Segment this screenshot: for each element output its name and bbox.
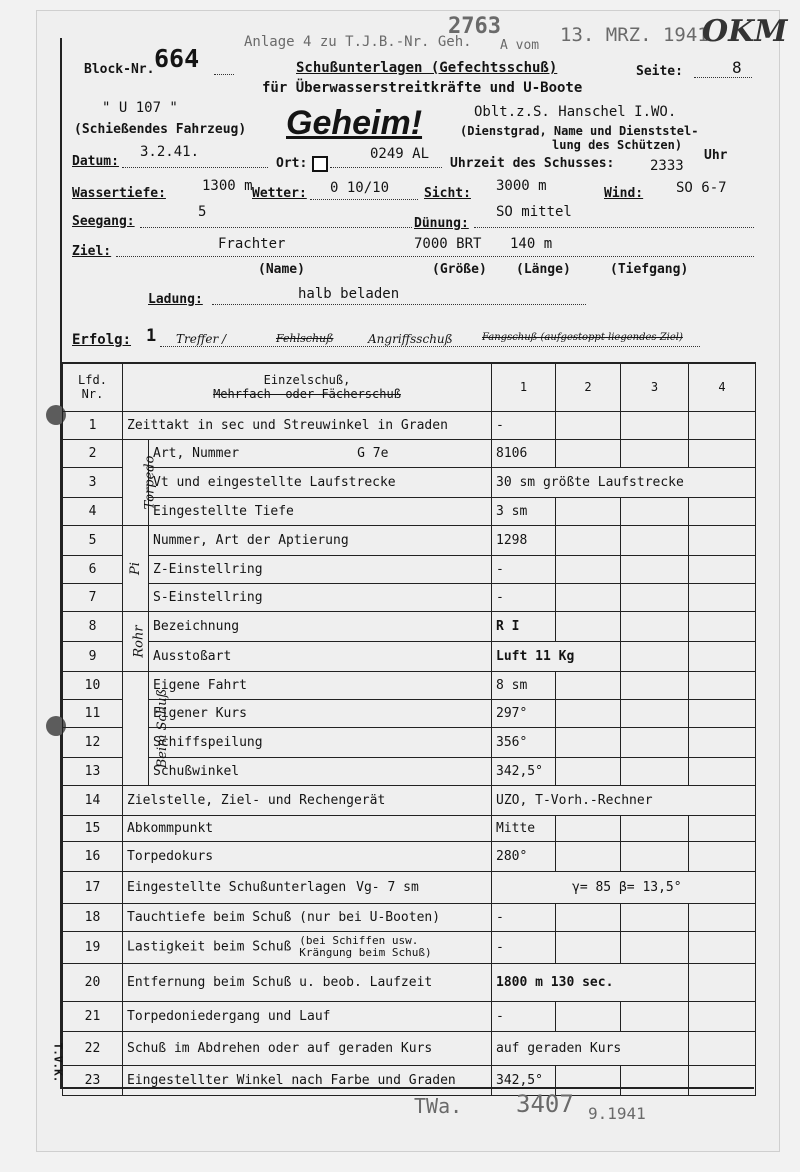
vessel-name: " U 107 " — [102, 100, 178, 116]
secret-stamp: Geheim! — [286, 104, 423, 142]
row-label: Abkommpunkt — [123, 815, 492, 841]
row-value-1: - — [492, 903, 556, 931]
row-value-1: 3 sm — [492, 497, 556, 525]
table-row — [63, 439, 756, 467]
row-value-1: UZO, T-Vorh.-Rechner — [492, 785, 756, 815]
table-row — [63, 555, 756, 583]
table-row — [63, 411, 756, 439]
row-value-1: - — [492, 1001, 556, 1031]
col-desc-header-line2: Mehrfach- oder Fächerschuß — [213, 387, 401, 402]
row-extra: Vg- 7 sm — [356, 879, 419, 895]
wind-value: SO 6-7 — [676, 180, 727, 196]
firing-data-table — [62, 362, 756, 1096]
table-row — [63, 611, 756, 641]
depth-value: 1300 m — [202, 178, 253, 194]
result-count: 1 — [146, 326, 157, 346]
table-row — [63, 1001, 756, 1031]
result-final-shot: Fangschuß (aufgestoppt liegendes Ziel) — [482, 332, 683, 343]
sea-label: Seegang: — [72, 214, 135, 229]
table-header-row — [63, 363, 756, 411]
place-box-icon — [312, 156, 328, 172]
row-number: 12 — [63, 727, 123, 757]
row-value-1: R I — [492, 611, 556, 641]
result-label: Erfolg: — [72, 332, 132, 348]
target-length: 140 m — [510, 236, 553, 252]
group-torpedo — [123, 439, 158, 525]
row-value-1: 8 sm — [492, 671, 556, 699]
row-label: Entfernung beim Schuß u. beob. Laufzeit — [123, 963, 492, 1001]
row-value-1: Mitte — [492, 815, 556, 841]
row-value-1: 8106 — [492, 439, 556, 467]
row-label: Schuß im Abdrehen oder auf geraden Kurs — [123, 1031, 492, 1065]
row-label: Vt und eingestellte Laufstrecke — [149, 467, 492, 497]
swell-label: Dünung: — [414, 216, 469, 231]
row-value-1: - — [492, 583, 556, 611]
group-pi — [123, 525, 149, 611]
row-number: 1 — [63, 411, 123, 439]
row-number: 4 — [63, 497, 123, 525]
target-name: Frachter — [218, 236, 286, 252]
form-title: Schußunterlagen (Gefechtsschuß) — [296, 60, 558, 76]
col-desc-header — [123, 363, 492, 411]
row-number: 20 — [63, 963, 123, 1001]
row-number: 15 — [63, 815, 123, 841]
row-label: Eigene Fahrt — [149, 671, 492, 699]
row-value-1: - — [492, 411, 556, 439]
col-4-header: 4 — [689, 363, 756, 411]
table-row — [63, 931, 756, 963]
row-label: Torpedokurs — [123, 841, 492, 871]
group-rohr-label: Rohr — [131, 624, 147, 658]
row-number: 14 — [63, 785, 123, 815]
row-value-1: γ= 85 β= 13,5° — [492, 871, 756, 903]
col-desc-header-line1: Einzelschuß, — [263, 373, 351, 388]
row-label — [149, 439, 492, 467]
place-label: Ort: — [276, 156, 308, 171]
footer-stamp-suffix: 9.1941 — [588, 1104, 646, 1123]
row-label — [123, 931, 492, 963]
row-value-1: 1298 — [492, 525, 556, 555]
row-number: 3 — [63, 467, 123, 497]
caption-size: (Größe) — [432, 262, 487, 277]
row-number: 21 — [63, 1001, 123, 1031]
sea-value: 5 — [198, 204, 207, 220]
row-label: Ausstoßart — [149, 641, 492, 671]
row-label: Eigener Kurs — [149, 699, 492, 727]
place-value: 0249 AL — [370, 146, 430, 162]
row-number: 10 — [63, 671, 123, 699]
table-row — [63, 1065, 756, 1095]
shooter-name: Oblt.z.S. Hanschel I.WO. — [474, 104, 677, 120]
target-size: 7000 BRT — [414, 236, 482, 252]
row-number: 19 — [63, 931, 123, 963]
page-label: Seite: — [636, 64, 683, 79]
table-row — [63, 903, 756, 931]
form-subtitle: für Überwasserstreitkräfte und U-Boote — [262, 80, 583, 96]
row-label: Nummer, Art der Aptierung — [149, 525, 492, 555]
row-label: Eingestellte Tiefe — [149, 497, 492, 525]
row-label-note-1: (bei Schiffen usw. — [299, 934, 419, 947]
result-hits: Treffer / — [176, 332, 227, 346]
handwritten-signature: OKM — [702, 14, 788, 49]
row-number: 5 — [63, 525, 123, 555]
shooter-caption-1: (Dienstgrad, Name und Dienststel- — [460, 124, 699, 138]
date-value: 3.2.41. — [140, 144, 200, 160]
row-number: 18 — [63, 903, 123, 931]
row-label: Schußwinkel — [149, 757, 492, 785]
cargo-value: halb beladen — [298, 286, 400, 302]
row-number: 6 — [63, 555, 123, 583]
row-value-1: 1800 m 130 sec. — [492, 963, 689, 1001]
archive-stamp-date-label: A vom — [500, 38, 540, 53]
target-label: Ziel: — [72, 244, 112, 259]
row-label-text: Art, Nummer — [153, 445, 240, 461]
table-row — [63, 815, 756, 841]
row-number: 16 — [63, 841, 123, 871]
row-number: 13 — [63, 757, 123, 785]
time-label: Uhrzeit des Schusses: — [450, 156, 615, 171]
table-row — [63, 583, 756, 611]
block-label: Block-Nr. — [84, 62, 155, 77]
block-number: 664 — [154, 44, 200, 73]
table-row — [63, 1031, 756, 1065]
row-number: 8 — [63, 611, 123, 641]
row-value-1: 356° — [492, 727, 556, 757]
row-number: 23 — [63, 1065, 123, 1095]
depth-label: Wassertiefe: — [72, 186, 166, 201]
table-row — [63, 671, 756, 699]
row-label: Bezeichnung — [149, 611, 492, 641]
row-label: Tauchtiefe beim Schuß (nur bei U-Booten) — [123, 903, 492, 931]
archive-stamp-date: 13. MRZ. 1941 — [560, 24, 709, 46]
row-value-1: 342,5° — [492, 1065, 556, 1095]
row-value-1: - — [492, 555, 556, 583]
row-value-1: 297° — [492, 699, 556, 727]
date-label: Datum: — [72, 154, 119, 169]
row-label-note-2: Krängung beim Schuß) — [299, 946, 432, 959]
row-label: Zeittakt in sec und Streuwinkel in Graden — [123, 411, 492, 439]
row-number: 9 — [63, 641, 123, 671]
row-extra: G 7e — [357, 445, 389, 461]
archive-stamp-prefix: Anlage 4 zu T.J.B.-Nr. Geh. — [244, 34, 472, 50]
result-attack: Angriffsschuß — [368, 332, 453, 346]
row-label: Eingestellter Winkel nach Farbe und Graden — [123, 1065, 492, 1095]
archive-stamp-number: 2763 — [448, 14, 501, 39]
row-value-1: 280° — [492, 841, 556, 871]
table-row — [63, 525, 756, 555]
time-value: 2333 — [650, 158, 684, 174]
col-nr-header: Lfd. Nr. — [63, 363, 123, 411]
row-value-1: - — [492, 931, 556, 963]
vessel-caption: (Schießendes Fahrzeug) — [74, 122, 247, 137]
row-number: 11 — [63, 699, 123, 727]
col-1-header: 1 — [492, 363, 556, 411]
table-row — [63, 497, 756, 525]
group-rohr — [123, 611, 149, 671]
side-mark: T.V.K. — [51, 1042, 65, 1083]
group-torpedo-label: Torpedo — [142, 455, 158, 509]
row-label: Torpedoniedergang und Lauf — [123, 1001, 492, 1031]
table-row — [63, 785, 756, 815]
caption-name: (Name) — [258, 262, 305, 277]
row-label: Schiffspeilung — [149, 727, 492, 757]
visibility-value: 3000 m — [496, 178, 547, 194]
table-row — [63, 841, 756, 871]
shooter-caption-2: lung des Schützen) — [552, 138, 683, 152]
row-number: 17 — [63, 871, 123, 903]
table-row — [63, 963, 756, 1001]
group-beim-schuss — [123, 671, 171, 785]
page-number: 8 — [732, 58, 742, 77]
col-2-header: 2 — [556, 363, 621, 411]
row-label: S-Einstellring — [149, 583, 492, 611]
row-label-text: Lastigkeit beim Schuß — [127, 939, 292, 955]
time-unit: Uhr — [704, 148, 728, 163]
row-value-1: 342,5° — [492, 757, 556, 785]
row-label: Z-Einstellring — [149, 555, 492, 583]
caption-draft: (Tiefgang) — [610, 262, 689, 277]
row-value-1: Luft 11 Kg — [492, 641, 621, 671]
visibility-label: Sicht: — [424, 186, 471, 201]
visibility-value-2: SO mittel — [496, 204, 572, 220]
row-label: Zielstelle, Ziel- und Rechengerät — [123, 785, 492, 815]
row-number: 22 — [63, 1031, 123, 1065]
cargo-label: Ladung: — [148, 292, 203, 307]
group-pi-label: Pi — [128, 561, 143, 575]
table-row — [63, 467, 756, 497]
weather-label: Wetter: — [252, 186, 307, 201]
table-row — [63, 871, 756, 903]
footer-stamp-prefix: TWa. — [414, 1094, 463, 1118]
table-row — [63, 641, 756, 671]
row-value-1: 30 sm größte Laufstrecke — [492, 467, 756, 497]
wind-label: Wind: — [604, 186, 644, 201]
col-3-header: 3 — [621, 363, 689, 411]
group-beim-schuss-label: Beim Schuß — [155, 688, 171, 768]
row-number: 2 — [63, 439, 123, 467]
result-miss: Fehlschuß — [276, 332, 334, 345]
row-value-1: auf geraden Kurs — [492, 1031, 689, 1065]
row-number: 7 — [63, 583, 123, 611]
caption-length: (Länge) — [516, 262, 571, 277]
row-label-text: Eingestellte Schußunterlagen — [127, 879, 347, 895]
weather-value: 0 10/10 — [330, 180, 390, 196]
row-label — [123, 871, 492, 903]
footer-stamp-number: 3407 — [516, 1090, 574, 1118]
